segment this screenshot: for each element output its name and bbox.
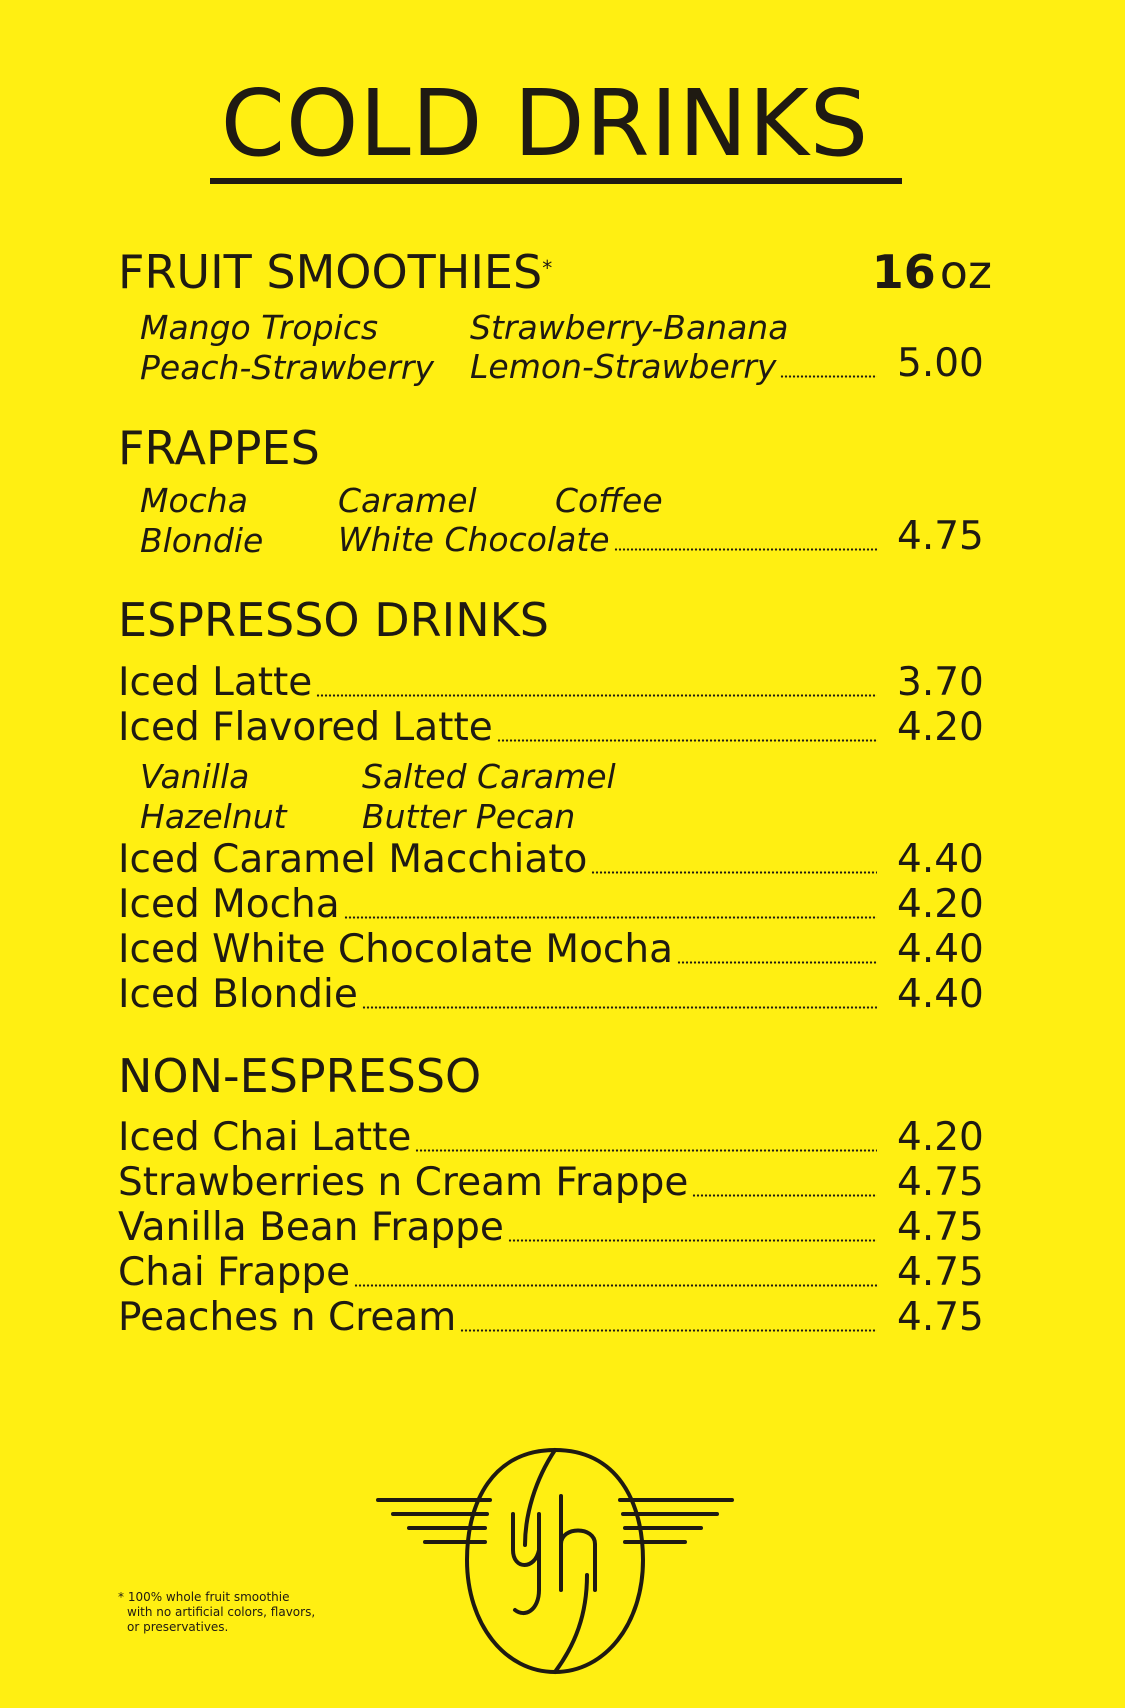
frappe-flavor: Mocha [140, 481, 248, 520]
dot-leader [460, 1329, 877, 1332]
latte-flavor: Butter Pecan [362, 797, 576, 836]
price: 4.40 [897, 972, 984, 1017]
fruit-smoothies-heading-text: FRUIT SMOOTHIES [118, 245, 543, 299]
item-name: Vanilla Bean Frappe [118, 1205, 504, 1250]
page-title: COLD DRINKS [220, 70, 870, 177]
menu-item-row [118, 837, 993, 883]
item-name: Chai Frappe [118, 1250, 351, 1295]
smoothie-flavor: Strawberry-Banana [470, 308, 789, 347]
smoothie-flavor: Peach-Strawberry [140, 348, 434, 387]
smoothie-price-row [470, 343, 993, 387]
footnote-line: or preservatives. [127, 1620, 229, 1634]
price: 4.75 [897, 514, 984, 559]
section-heading-non-espresso: NON-ESPRESSO [118, 1049, 482, 1103]
smoothie-flavor: Lemon-Strawberry [470, 347, 777, 386]
menu-item-row [118, 1205, 993, 1251]
dot-leader [415, 1149, 877, 1152]
item-name: Peaches n Cream [118, 1295, 457, 1340]
item-name: Iced Blondie [118, 972, 358, 1017]
size-number: 16 [871, 245, 936, 299]
frappe-flavor: Caramel [338, 481, 477, 520]
menu-item-row [118, 1250, 993, 1296]
dot-leader [316, 694, 877, 697]
section-heading-frappes: FRAPPES [118, 421, 320, 475]
price: 4.75 [897, 1205, 984, 1250]
menu-item-row [118, 927, 993, 973]
winged-coffee-bean-logo-icon [375, 1440, 735, 1680]
frappe-flavor: White Chocolate [338, 520, 610, 559]
price: 4.20 [897, 882, 984, 927]
menu-item-row [118, 972, 993, 1018]
item-name: Strawberries n Cream Frappe [118, 1160, 689, 1205]
menu-item-row [118, 1115, 993, 1161]
menu-item-row [118, 705, 993, 751]
price: 4.40 [897, 837, 984, 882]
item-name: Iced Latte [118, 660, 313, 705]
dot-leader [354, 1284, 877, 1287]
price: 4.40 [897, 927, 984, 972]
dot-leader [692, 1194, 877, 1197]
dot-leader [591, 871, 877, 874]
dot-leader [362, 1006, 877, 1009]
menu-item-row [118, 1160, 993, 1206]
menu-item-row [118, 660, 993, 706]
item-name: Iced Caramel Macchiato [118, 837, 588, 882]
size-unit: oz [939, 245, 992, 299]
frappe-price-row [338, 516, 993, 560]
price: 4.20 [897, 1115, 984, 1160]
smoothie-flavor: Mango Tropics [140, 308, 379, 347]
dot-leader [344, 916, 877, 919]
price: 5.00 [897, 341, 984, 386]
price: 3.70 [897, 660, 984, 705]
section-heading-fruit-smoothies [118, 246, 552, 298]
section-heading-espresso-drinks: ESPRESSO DRINKS [118, 593, 549, 647]
price: 4.75 [897, 1295, 984, 1340]
footnote-line: with no artificial colors, flavors, [127, 1605, 316, 1619]
price: 4.75 [897, 1160, 984, 1205]
menu-item-row [118, 882, 993, 928]
dot-leader [614, 548, 877, 551]
dot-leader [677, 961, 877, 964]
latte-flavor: Hazelnut [140, 797, 287, 836]
dot-leader [508, 1239, 877, 1242]
item-name: Iced White Chocolate Mocha [118, 927, 673, 972]
footnote [118, 1590, 315, 1635]
dot-leader [780, 375, 877, 378]
latte-flavor: Salted Caramel [362, 757, 616, 796]
item-name: Iced Flavored Latte [118, 705, 493, 750]
price: 4.20 [897, 705, 984, 750]
frappe-flavor: Blondie [140, 521, 264, 560]
footnote-line: * 100% whole fruit smoothie [118, 1590, 290, 1604]
latte-flavor: Vanilla [140, 757, 250, 796]
dot-leader [497, 739, 877, 742]
size-label [872, 246, 992, 298]
item-name: Iced Chai Latte [118, 1115, 412, 1160]
fruit-smoothies-asterisk: * [542, 256, 553, 280]
price: 4.75 [897, 1250, 984, 1295]
item-name: Iced Mocha [118, 882, 340, 927]
frappe-flavor: Coffee [555, 481, 663, 520]
menu-item-row [118, 1295, 993, 1341]
title-underline [210, 178, 902, 184]
